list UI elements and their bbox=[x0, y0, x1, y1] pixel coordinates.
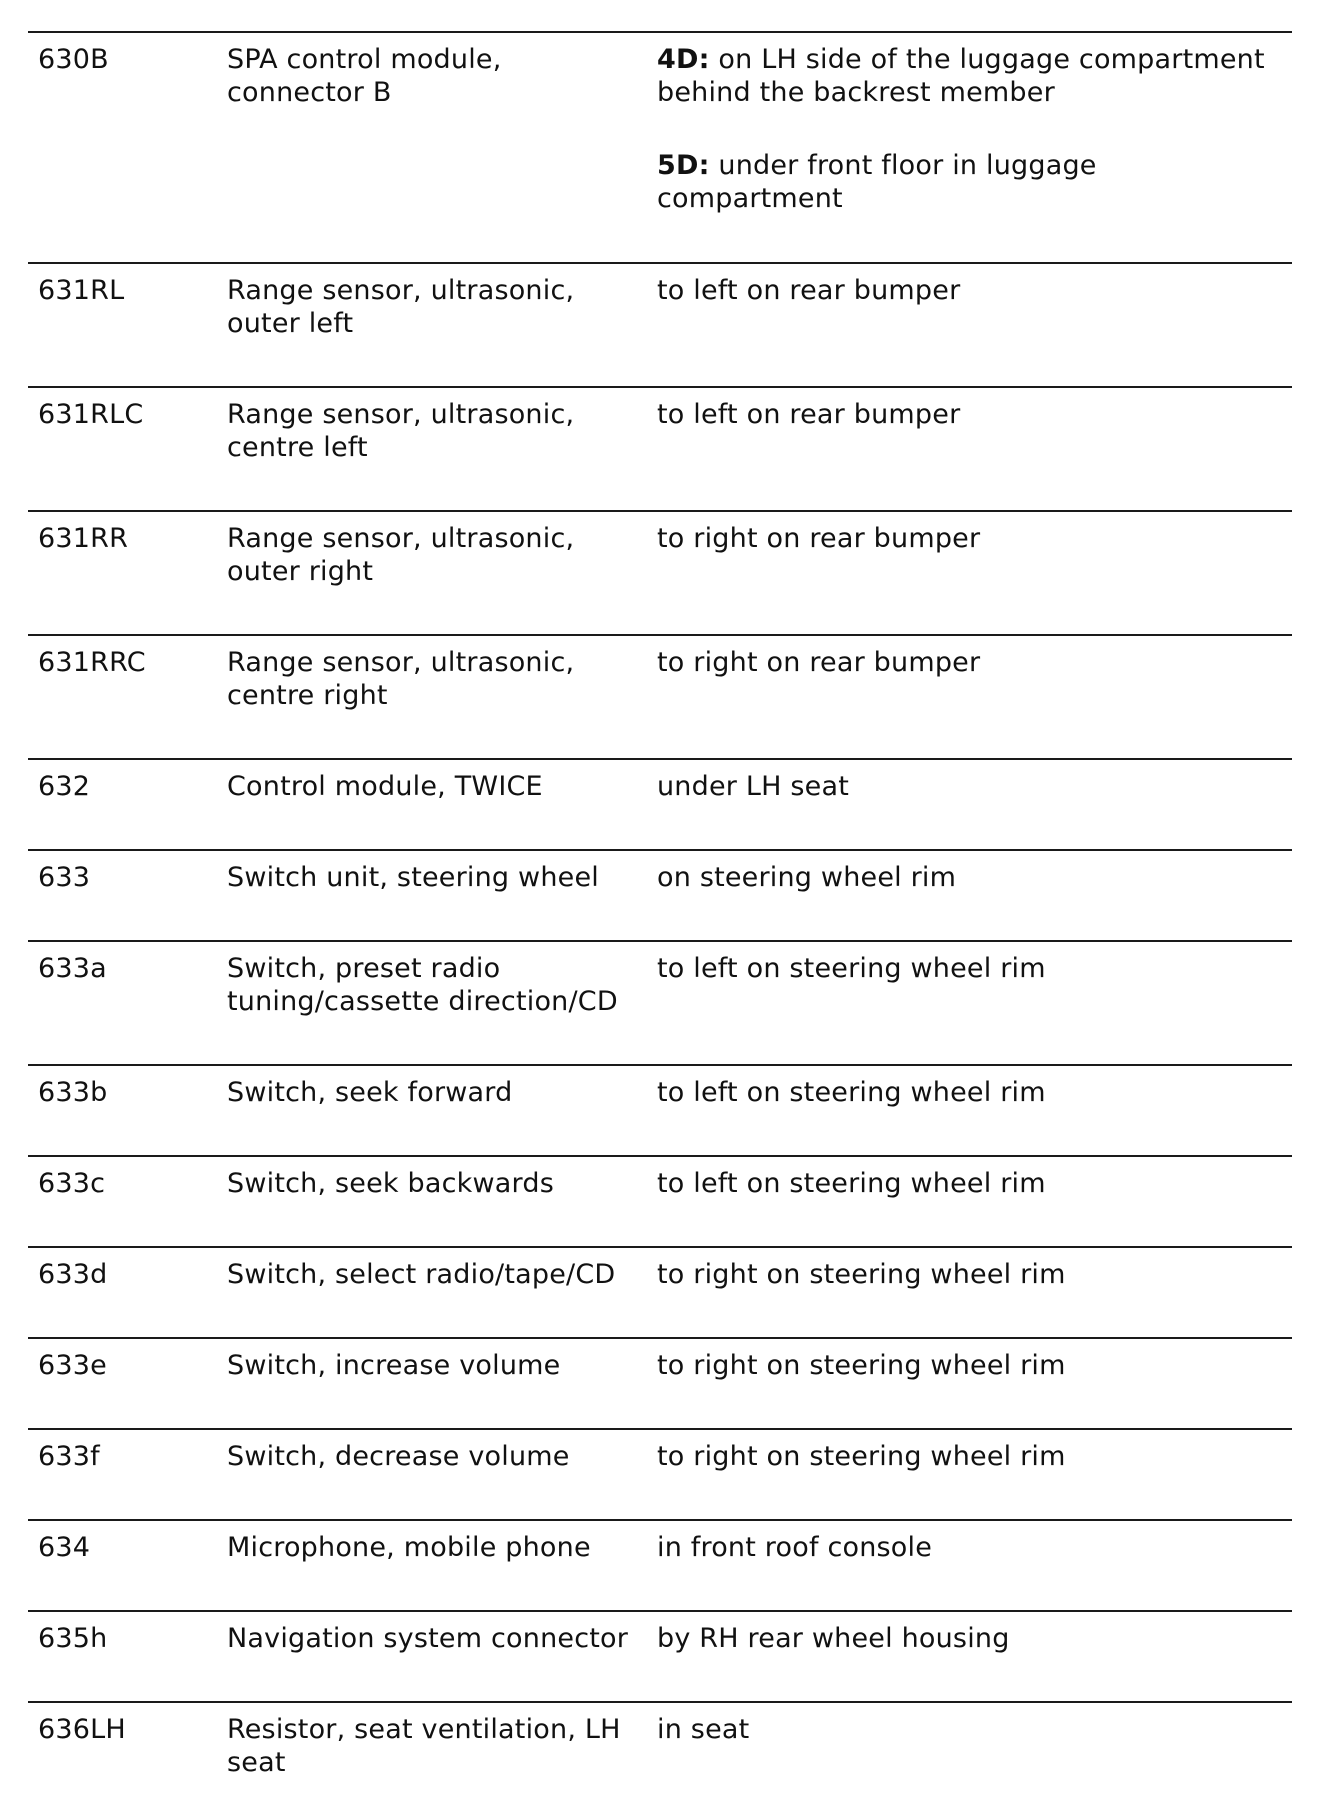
description-line: tuning/cassette direction/CD bbox=[227, 986, 618, 1017]
location-paragraph bbox=[657, 1076, 1297, 1109]
location-text: to right on steering wheel rim bbox=[657, 1441, 1066, 1472]
component-code: 634 bbox=[38, 1532, 91, 1563]
table-row bbox=[28, 31, 1292, 262]
component-description bbox=[227, 522, 657, 588]
component-code: 631RRC bbox=[38, 647, 146, 678]
component-location bbox=[657, 274, 1297, 307]
location-paragraph bbox=[657, 522, 1297, 555]
location-text: in front roof console bbox=[657, 1532, 933, 1563]
location-text: to left on steering wheel rim bbox=[657, 1168, 1046, 1199]
component-location bbox=[657, 522, 1297, 555]
location-line bbox=[657, 1531, 1297, 1564]
description-line: Switch, seek backwards bbox=[227, 1168, 554, 1199]
description-line: Microphone, mobile phone bbox=[227, 1532, 591, 1563]
location-text: to right on steering wheel rim bbox=[657, 1259, 1066, 1290]
location-line bbox=[657, 149, 1297, 182]
component-code: 633b bbox=[38, 1077, 108, 1108]
component-description bbox=[227, 1258, 657, 1291]
component-code: 633 bbox=[38, 862, 91, 893]
location-paragraph bbox=[657, 1713, 1297, 1746]
location-text: on steering wheel rim bbox=[657, 862, 957, 893]
component-location bbox=[657, 1531, 1297, 1564]
location-line bbox=[657, 76, 1297, 109]
location-line bbox=[657, 952, 1297, 985]
table-row bbox=[28, 1610, 1292, 1701]
description-line: SPA control module, bbox=[227, 44, 502, 75]
component-description bbox=[227, 1531, 657, 1564]
component-description bbox=[227, 952, 657, 1018]
location-text: to left on steering wheel rim bbox=[657, 953, 1046, 984]
component-code: 631RL bbox=[38, 275, 125, 306]
description-line: Control module, TWICE bbox=[227, 771, 543, 802]
description-line: centre right bbox=[227, 680, 388, 711]
description-line: Range sensor, ultrasonic, bbox=[227, 647, 575, 678]
component-description bbox=[227, 1167, 657, 1200]
location-text: under LH seat bbox=[657, 771, 849, 802]
component-location bbox=[657, 770, 1297, 803]
location-paragraph bbox=[657, 770, 1297, 803]
location-line bbox=[657, 646, 1297, 679]
component-description bbox=[227, 398, 657, 464]
location-line bbox=[657, 1076, 1297, 1109]
table-row bbox=[28, 1155, 1292, 1246]
component-code: 633e bbox=[38, 1350, 107, 1381]
component-description bbox=[227, 1713, 657, 1779]
component-code: 630B bbox=[38, 44, 109, 75]
component-code: 632 bbox=[38, 771, 91, 802]
component-code: 633d bbox=[38, 1259, 108, 1290]
location-paragraph bbox=[657, 952, 1297, 985]
component-code: 631RLC bbox=[38, 399, 144, 430]
component-location bbox=[657, 952, 1297, 985]
component-location-table bbox=[28, 31, 1292, 1792]
component-description bbox=[227, 43, 657, 109]
location-paragraph bbox=[657, 398, 1297, 431]
location-line bbox=[657, 398, 1297, 431]
description-line: Switch, increase volume bbox=[227, 1350, 561, 1381]
location-line bbox=[657, 1440, 1297, 1473]
location-line bbox=[657, 1167, 1297, 1200]
location-line bbox=[657, 770, 1297, 803]
description-line: Switch, decrease volume bbox=[227, 1441, 570, 1472]
description-line: Range sensor, ultrasonic, bbox=[227, 523, 575, 554]
location-paragraph bbox=[657, 1349, 1297, 1382]
description-line: connector B bbox=[227, 77, 392, 108]
description-line: centre left bbox=[227, 432, 368, 463]
description-line: Resistor, seat ventilation, LH bbox=[227, 1714, 621, 1745]
component-description bbox=[227, 1622, 657, 1655]
location-text: to left on rear bumper bbox=[657, 399, 961, 430]
location-paragraph bbox=[657, 1258, 1297, 1291]
location-text: to right on rear bumper bbox=[657, 523, 981, 554]
component-code: 633c bbox=[38, 1168, 106, 1199]
table-row bbox=[28, 1519, 1292, 1610]
component-code: 631RR bbox=[38, 523, 129, 554]
table-row bbox=[28, 1428, 1292, 1519]
component-location bbox=[657, 1440, 1297, 1473]
location-paragraph bbox=[657, 1167, 1297, 1200]
location-text: under front floor in luggage bbox=[718, 150, 1097, 181]
location-paragraph bbox=[657, 149, 1297, 215]
description-line: Switch unit, steering wheel bbox=[227, 862, 599, 893]
description-line: Range sensor, ultrasonic, bbox=[227, 275, 575, 306]
variant-label: 4D: bbox=[657, 44, 710, 75]
component-location bbox=[657, 1076, 1297, 1109]
component-location bbox=[657, 1167, 1297, 1200]
component-description bbox=[227, 770, 657, 803]
component-code: 635h bbox=[38, 1623, 108, 1654]
component-code: 633f bbox=[38, 1441, 100, 1472]
table-row bbox=[28, 849, 1292, 940]
component-location bbox=[657, 861, 1297, 894]
component-location bbox=[657, 1713, 1297, 1746]
table-row bbox=[28, 262, 1292, 386]
location-text: compartment bbox=[657, 183, 843, 214]
location-paragraph bbox=[657, 1531, 1297, 1564]
component-description bbox=[227, 861, 657, 894]
table-row bbox=[28, 510, 1292, 634]
component-location bbox=[657, 1258, 1297, 1291]
location-paragraph bbox=[657, 274, 1297, 307]
location-line bbox=[657, 1622, 1297, 1655]
table-row bbox=[28, 758, 1292, 849]
location-text: to left on steering wheel rim bbox=[657, 1077, 1046, 1108]
description-line: seat bbox=[227, 1747, 286, 1778]
component-description bbox=[227, 1076, 657, 1109]
table-row bbox=[28, 1064, 1292, 1155]
description-line: Switch, select radio/tape/CD bbox=[227, 1259, 616, 1290]
component-location bbox=[657, 43, 1297, 215]
description-line: outer right bbox=[227, 556, 374, 587]
component-location bbox=[657, 398, 1297, 431]
location-line bbox=[657, 1349, 1297, 1382]
table-row bbox=[28, 940, 1292, 1064]
location-paragraph bbox=[657, 861, 1297, 894]
location-text: behind the backrest member bbox=[657, 77, 1055, 108]
description-line: Switch, preset radio bbox=[227, 953, 501, 984]
location-line bbox=[657, 182, 1297, 215]
description-line: Switch, seek forward bbox=[227, 1077, 513, 1108]
location-paragraph bbox=[657, 1622, 1297, 1655]
location-paragraph bbox=[657, 1440, 1297, 1473]
location-line bbox=[657, 274, 1297, 307]
location-paragraph bbox=[657, 646, 1297, 679]
table-row bbox=[28, 1701, 1292, 1792]
location-paragraph bbox=[657, 43, 1297, 109]
component-description bbox=[227, 274, 657, 340]
table-row bbox=[28, 1246, 1292, 1337]
component-description bbox=[227, 1349, 657, 1382]
location-text: to left on rear bumper bbox=[657, 275, 961, 306]
description-line: Navigation system connector bbox=[227, 1623, 629, 1654]
location-line bbox=[657, 1713, 1297, 1746]
location-line bbox=[657, 522, 1297, 555]
component-description bbox=[227, 1440, 657, 1473]
table-row bbox=[28, 634, 1292, 758]
description-line: Range sensor, ultrasonic, bbox=[227, 399, 575, 430]
location-line bbox=[657, 43, 1297, 76]
location-line bbox=[657, 1258, 1297, 1291]
component-code: 636LH bbox=[38, 1714, 126, 1745]
table-row bbox=[28, 386, 1292, 510]
component-location bbox=[657, 1622, 1297, 1655]
component-code: 633a bbox=[38, 953, 107, 984]
location-text: to right on steering wheel rim bbox=[657, 1350, 1066, 1381]
location-text: in seat bbox=[657, 1714, 750, 1745]
component-location bbox=[657, 1349, 1297, 1382]
variant-label: 5D: bbox=[657, 150, 710, 181]
location-text: to right on rear bumper bbox=[657, 647, 981, 678]
location-text: on LH side of the luggage compartment bbox=[718, 44, 1265, 75]
component-description bbox=[227, 646, 657, 712]
location-line bbox=[657, 861, 1297, 894]
table-row bbox=[28, 1337, 1292, 1428]
description-line: outer left bbox=[227, 308, 354, 339]
location-text: by RH rear wheel housing bbox=[657, 1623, 1010, 1654]
component-location bbox=[657, 646, 1297, 679]
